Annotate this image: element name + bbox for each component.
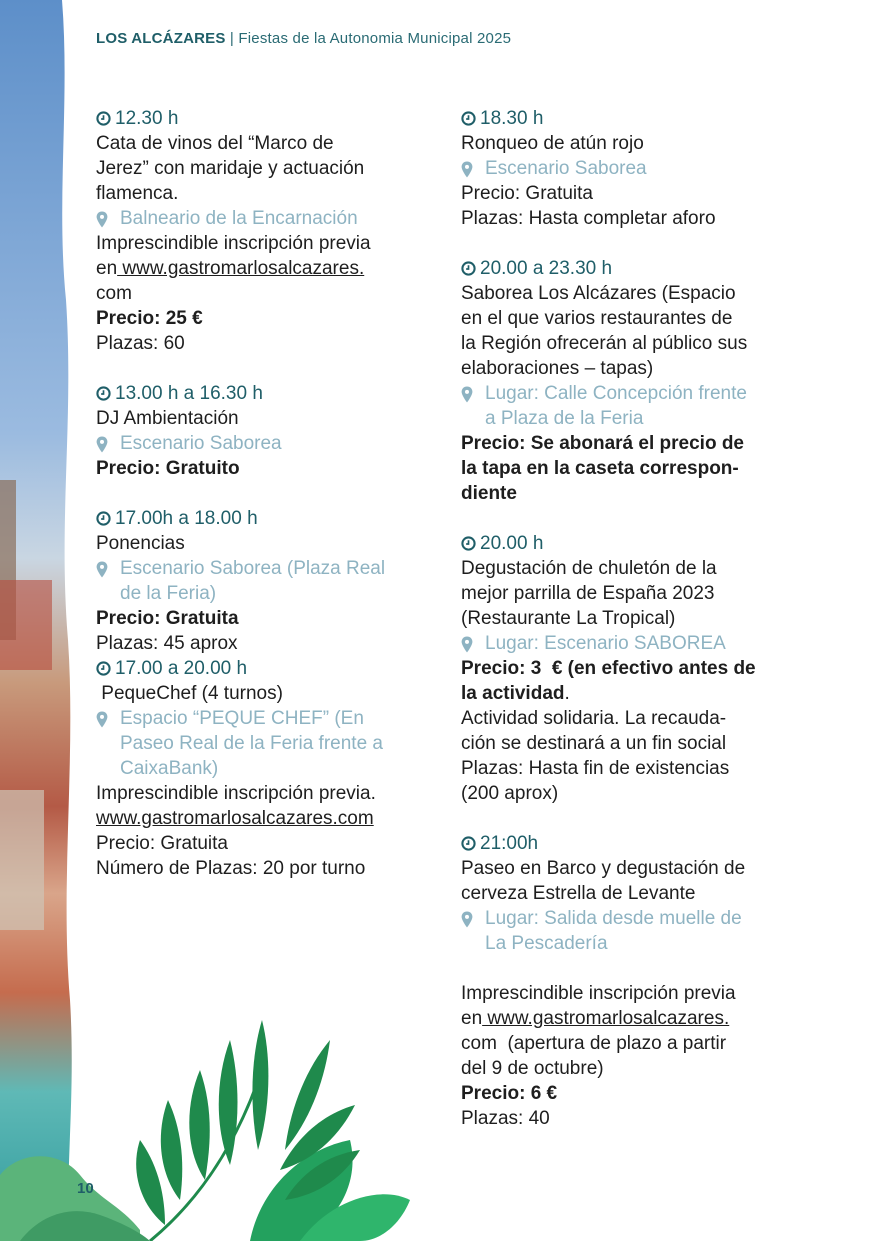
event-note <box>96 256 431 281</box>
event-block <box>461 831 801 1131</box>
event-price: Precio: Gratuita <box>96 608 239 629</box>
clock-icon <box>96 386 111 401</box>
event-description: mejor parrilla de España 2023 <box>461 583 715 604</box>
event-description: (Restaurante La Tropical) <box>461 608 676 629</box>
event-note: Actividad solidaria. La recauda- <box>461 708 727 729</box>
clock-icon <box>96 111 111 126</box>
map-pin-icon <box>96 206 120 230</box>
clock-icon <box>461 536 476 551</box>
event-price: diente <box>461 483 517 504</box>
event-price: Precio: 3 € (en efectivo antes de <box>461 658 756 679</box>
event-places: Plazas: Hasta completar aforo <box>461 208 716 229</box>
event-description: flamenca. <box>96 183 179 204</box>
event-price: Precio: Gratuita <box>461 183 593 204</box>
note-prefix: en <box>461 1008 483 1029</box>
event-description: elaboraciones – tapas) <box>461 358 654 379</box>
event-location <box>96 206 431 231</box>
event-note: Imprescindible inscripción previa <box>461 983 736 1004</box>
event-description: la Región ofrecerán al público sus <box>461 333 748 354</box>
event-location <box>96 431 431 456</box>
event-description: Ponencias <box>96 533 185 554</box>
event-location-text: Escenario Saborea <box>485 158 647 179</box>
event-block <box>96 656 431 881</box>
location-line: Lugar: Calle Concepción frente <box>485 383 747 404</box>
event-block <box>96 506 431 656</box>
event-block <box>461 106 801 231</box>
event-block <box>96 381 431 481</box>
event-price: Precio: Gratuito <box>96 458 240 479</box>
event-time-text: 18.30 h <box>480 108 544 129</box>
event-time-text: 17.00 a 20.00 h <box>115 658 248 679</box>
location-line: Paseo Real de la Feria frente a <box>120 733 383 754</box>
event-block <box>96 106 431 356</box>
location-line: CaixaBank) <box>120 758 219 779</box>
registration-link[interactable]: www.gastromarlosalcazares. <box>117 258 365 279</box>
event-location-text <box>485 906 742 956</box>
event-location-text: Escenario Saborea <box>120 433 282 454</box>
event-time-text: 21:00h <box>480 833 539 854</box>
event-description: Degustación de chuletón de la <box>461 558 717 579</box>
clock-icon <box>96 661 111 676</box>
page-header <box>96 30 511 47</box>
event-description: Cata de vinos del “Marco de <box>96 133 334 154</box>
note-prefix: en <box>96 258 118 279</box>
clock-icon <box>461 836 476 851</box>
event-time-text: 13.00 h a 16.30 h <box>115 383 263 404</box>
event-time-text: 20.00 h <box>480 533 544 554</box>
map-pin-icon <box>96 706 120 730</box>
event-description: Ronqueo de atún rojo <box>461 133 644 154</box>
event-price: Precio: Gratuita <box>96 833 228 854</box>
event-time <box>461 256 801 281</box>
event-time <box>96 106 431 131</box>
event-places: Plazas: 40 <box>461 1108 550 1129</box>
location-line: Escenario Saborea (Plaza Real <box>120 558 386 579</box>
event-description: PequeChef (4 turnos) <box>96 683 283 704</box>
event-time <box>461 106 801 131</box>
event-description: cerveza Estrella de Levante <box>461 883 696 904</box>
event-location <box>96 706 431 781</box>
page-number: 10 <box>77 1180 94 1197</box>
event-description: Jerez” con maridaje y actuación <box>96 158 365 179</box>
event-description: en el que varios restaurantes de <box>461 308 733 329</box>
event-block <box>461 256 801 506</box>
map-pin-icon <box>96 431 120 455</box>
registration-link[interactable]: www.gastromarlosalcazares.com <box>96 808 374 829</box>
event-note <box>461 1006 801 1031</box>
event-price: Precio: 6 € <box>461 1083 558 1104</box>
clock-icon <box>96 511 111 526</box>
clock-icon <box>461 111 476 126</box>
event-time <box>96 656 431 681</box>
location-line: La Pescadería <box>485 933 608 954</box>
location-line: a Plaza de la Feria <box>485 408 644 429</box>
event-places: Plazas: 45 aprox <box>96 633 238 654</box>
event-location-text: Balneario de la Encarnación <box>120 208 358 229</box>
event-note: del 9 de octubre) <box>461 1058 604 1079</box>
event-note: Imprescindible inscripción previa. <box>96 783 376 804</box>
left-column <box>96 106 431 881</box>
map-pin-icon <box>461 631 485 655</box>
event-location-text <box>485 381 747 431</box>
event-places: Plazas: Hasta fin de existencias <box>461 758 730 779</box>
event-places: Número de Plazas: 20 por turno <box>96 858 366 879</box>
event-time-text: 20.00 a 23.30 h <box>480 258 613 279</box>
event-note: com (apertura de plazo a partir <box>461 1033 727 1054</box>
right-column <box>461 106 801 1131</box>
price-end: . <box>564 683 570 704</box>
event-time <box>461 831 801 856</box>
map-pin-icon <box>461 381 485 405</box>
event-note: com <box>96 283 132 304</box>
map-pin-icon <box>461 906 485 930</box>
event-block <box>461 531 801 806</box>
map-pin-icon <box>461 156 485 180</box>
location-line: de la Feria) <box>120 583 217 604</box>
event-description: Saborea Los Alcázares (Espacio <box>461 283 736 304</box>
header-subtitle: Fiestas de la Autonomia Municipal 2025 <box>238 30 512 47</box>
event-price: Precio: 25 € <box>96 308 203 329</box>
clock-icon <box>461 261 476 276</box>
price-text: la actividad <box>461 683 565 704</box>
event-time-text: 12.30 h <box>115 108 179 129</box>
event-price <box>461 681 801 706</box>
event-time-text: 17.00h a 18.00 h <box>115 508 258 529</box>
event-location <box>461 906 801 956</box>
header-separator: | <box>229 30 235 47</box>
event-price: Precio: Se abonará el precio de <box>461 433 744 454</box>
event-location <box>96 556 431 606</box>
location-line: Lugar: Salida desde muelle de <box>485 908 742 929</box>
header-brand: LOS ALCÁZARES <box>96 30 226 47</box>
event-places: (200 aprox) <box>461 783 559 804</box>
event-description: DJ Ambientación <box>96 408 239 429</box>
event-location <box>461 156 801 181</box>
event-location-text <box>120 556 385 606</box>
event-location <box>461 381 801 431</box>
event-time <box>96 506 431 531</box>
event-location <box>461 631 801 656</box>
decorative-leaves <box>0 1000 420 1241</box>
event-location-text: Lugar: Escenario SABOREA <box>485 633 726 654</box>
event-time <box>461 531 801 556</box>
event-time <box>96 381 431 406</box>
location-line: Espacio “PEQUE CHEF” (En <box>120 708 364 729</box>
map-pin-icon <box>96 556 120 580</box>
event-price: la tapa en la caseta correspon- <box>461 458 739 479</box>
event-places: Plazas: 60 <box>96 333 185 354</box>
event-description: Paseo en Barco y degustación de <box>461 858 746 879</box>
event-location-text <box>120 706 383 781</box>
registration-link[interactable]: www.gastromarlosalcazares. <box>482 1008 730 1029</box>
event-note: ción se destinará a un fin social <box>461 733 727 754</box>
event-note: Imprescindible inscripción previa <box>96 233 371 254</box>
